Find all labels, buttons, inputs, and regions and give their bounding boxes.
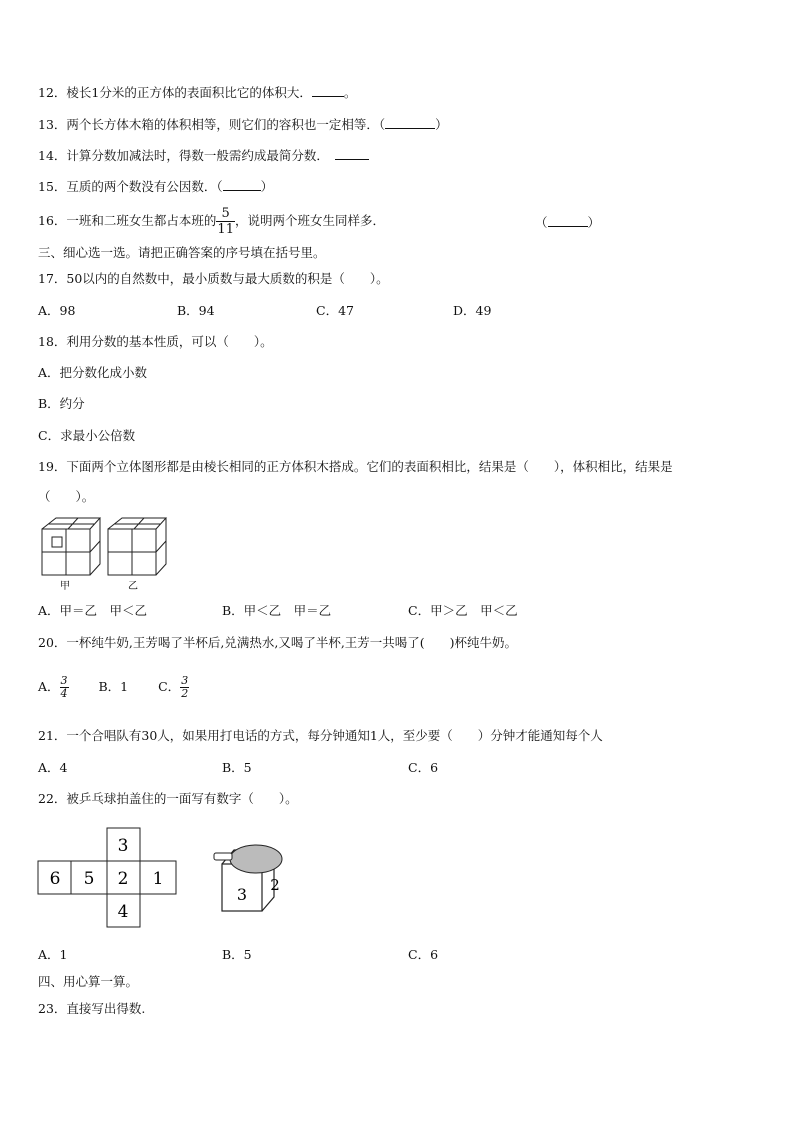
cube-with-paddle [214, 845, 282, 911]
fraction-numerator: 5 [216, 206, 235, 222]
question-number: 19． [38, 459, 67, 474]
option-c[interactable]: C．47 [316, 303, 354, 318]
fraction-three-quarters [60, 675, 69, 700]
answer-blank[interactable] [312, 84, 344, 97]
paddle-handle [214, 853, 232, 860]
net-face-bottom: 4 [117, 902, 129, 922]
option-b[interactable]: B．约分 [38, 396, 85, 411]
option-c[interactable] [158, 674, 189, 700]
option-a-label: A． [38, 679, 60, 694]
question-20 [38, 635, 517, 651]
option-c[interactable]: C．6 [408, 947, 439, 962]
question-text: 计算分数加减法时，得数一般需约成最简分数． [66, 148, 329, 163]
fraction-denominator: 4 [60, 687, 68, 700]
question-number: 15． [38, 179, 67, 194]
question-text: 直接写出得数. [66, 1001, 146, 1016]
option-b[interactable]: B．甲＜乙 甲＝乙 [222, 603, 332, 618]
question-number: 23． [38, 1001, 67, 1016]
option-c[interactable]: C．甲＞乙 甲＜乙 [408, 603, 518, 618]
question-number: 22． [38, 791, 67, 806]
fraction-numerator: 3 [60, 674, 68, 687]
fraction-three-halves [180, 675, 189, 700]
question-16-answer [535, 214, 600, 231]
answer-blank[interactable] [385, 116, 435, 129]
cube-side-face: 2 [270, 876, 280, 894]
question-text: 一班和二班女生都占本班的 [66, 213, 217, 228]
question-21 [38, 728, 603, 744]
question-text: 一杯纯牛奶,王芳喝了半杯后,兑满热水,又喝了半杯,王芳一共喝了( )杯纯牛奶。 [66, 635, 518, 650]
paren-close: ） [587, 215, 601, 230]
question-number: 18． [38, 334, 67, 349]
option-a[interactable]: A．1 [38, 947, 68, 962]
cube-front-face: 3 [236, 885, 248, 904]
question-text: 下面两个立体图形都是由棱长相同的正方体积木搭成。它们的表面积相比，结果是（ ），体积相比，结果是 [66, 459, 673, 474]
net-face-top: 3 [117, 836, 129, 856]
option-c[interactable]: C．6 [408, 760, 439, 775]
option-a[interactable]: A．把分数化成小数 [38, 365, 148, 380]
option-c[interactable]: C．求最小公倍数 [38, 428, 136, 443]
section-heading-4: 四、用心算一算。 [38, 974, 139, 989]
answer-blank[interactable] [335, 147, 369, 160]
option-a[interactable]: A．甲＝乙 甲＜乙 [38, 603, 148, 618]
question-15 [38, 178, 273, 195]
fraction-numerator: 3 [181, 674, 189, 687]
question-17 [38, 271, 389, 287]
question-text: 利用分数的基本性质，可以（ ）。 [66, 334, 273, 349]
option-b[interactable]: B．5 [222, 947, 252, 962]
question-text: 互质的两个数没有公因数．（ [66, 179, 223, 194]
option-a[interactable]: A．98 [38, 303, 76, 318]
question-number: 13． [38, 117, 67, 132]
question-number: 16． [38, 213, 67, 228]
question-18 [38, 334, 273, 350]
fraction-denominator: 11 [217, 222, 234, 237]
section-heading-3: 三、细心选一选。请把正确答案的序号填在括号里。 [38, 245, 326, 260]
question-text: 棱长1分米的正方体的表面积比它的体积大． [66, 85, 312, 100]
question-number: 21． [38, 728, 67, 743]
fraction [216, 206, 235, 237]
question-end: ） [260, 179, 274, 194]
cube-figures [38, 515, 173, 593]
net-face-1: 6 [49, 869, 61, 889]
question-19 [38, 459, 673, 475]
question-number: 17． [38, 271, 67, 286]
question-text: 一个合唱队有30人，如果用打电话的方式，每分钟通知1人，至少要（ ）分钟才能通知每个人 [66, 728, 603, 743]
net-face-3: 2 [117, 869, 129, 889]
label-yi: 乙 [128, 581, 138, 592]
option-d[interactable]: D．49 [453, 303, 492, 318]
net-face-2: 5 [83, 869, 95, 889]
question-13 [38, 116, 448, 133]
question-14 [38, 147, 369, 164]
question-number: 14． [38, 148, 67, 163]
paddle-icon [230, 845, 282, 873]
answer-blank[interactable] [223, 178, 261, 191]
question-end: 。 [343, 85, 357, 100]
question-text: ，说明两个班女生同样多． [234, 213, 385, 228]
question-20-options [38, 670, 189, 704]
net-face-4: 1 [152, 869, 164, 889]
question-text: 被乒乓球拍盖住的一面写有数字（ ）。 [66, 791, 298, 806]
figure-jia [42, 518, 100, 575]
option-a[interactable] [38, 674, 69, 700]
question-12 [38, 84, 356, 101]
question-19-cont: （ ）。 [38, 489, 95, 504]
question-16 [38, 206, 385, 237]
paren-open: （ [535, 215, 548, 230]
figure-yi [108, 518, 166, 575]
question-number: 12． [38, 85, 67, 100]
option-b[interactable]: B．94 [177, 303, 215, 318]
label-jia: 甲 [60, 581, 70, 592]
fraction-denominator: 2 [181, 687, 189, 700]
question-text: 两个长方体木箱的体积相等，则它们的容积也一定相等．（ [66, 117, 386, 132]
question-22 [38, 791, 298, 807]
option-c-label: C． [158, 679, 181, 694]
option-b[interactable]: B．1 [98, 679, 129, 694]
cube-net-figure [36, 826, 306, 930]
question-number: 20． [38, 635, 67, 650]
option-a[interactable]: A．4 [38, 760, 68, 775]
question-23 [38, 1001, 145, 1017]
option-b[interactable]: B．5 [222, 760, 252, 775]
answer-blank[interactable] [548, 214, 588, 227]
question-text: 50以内的自然数中，最小质数与最大质数的积是（ ）。 [66, 271, 389, 286]
question-end: ） [435, 117, 448, 132]
